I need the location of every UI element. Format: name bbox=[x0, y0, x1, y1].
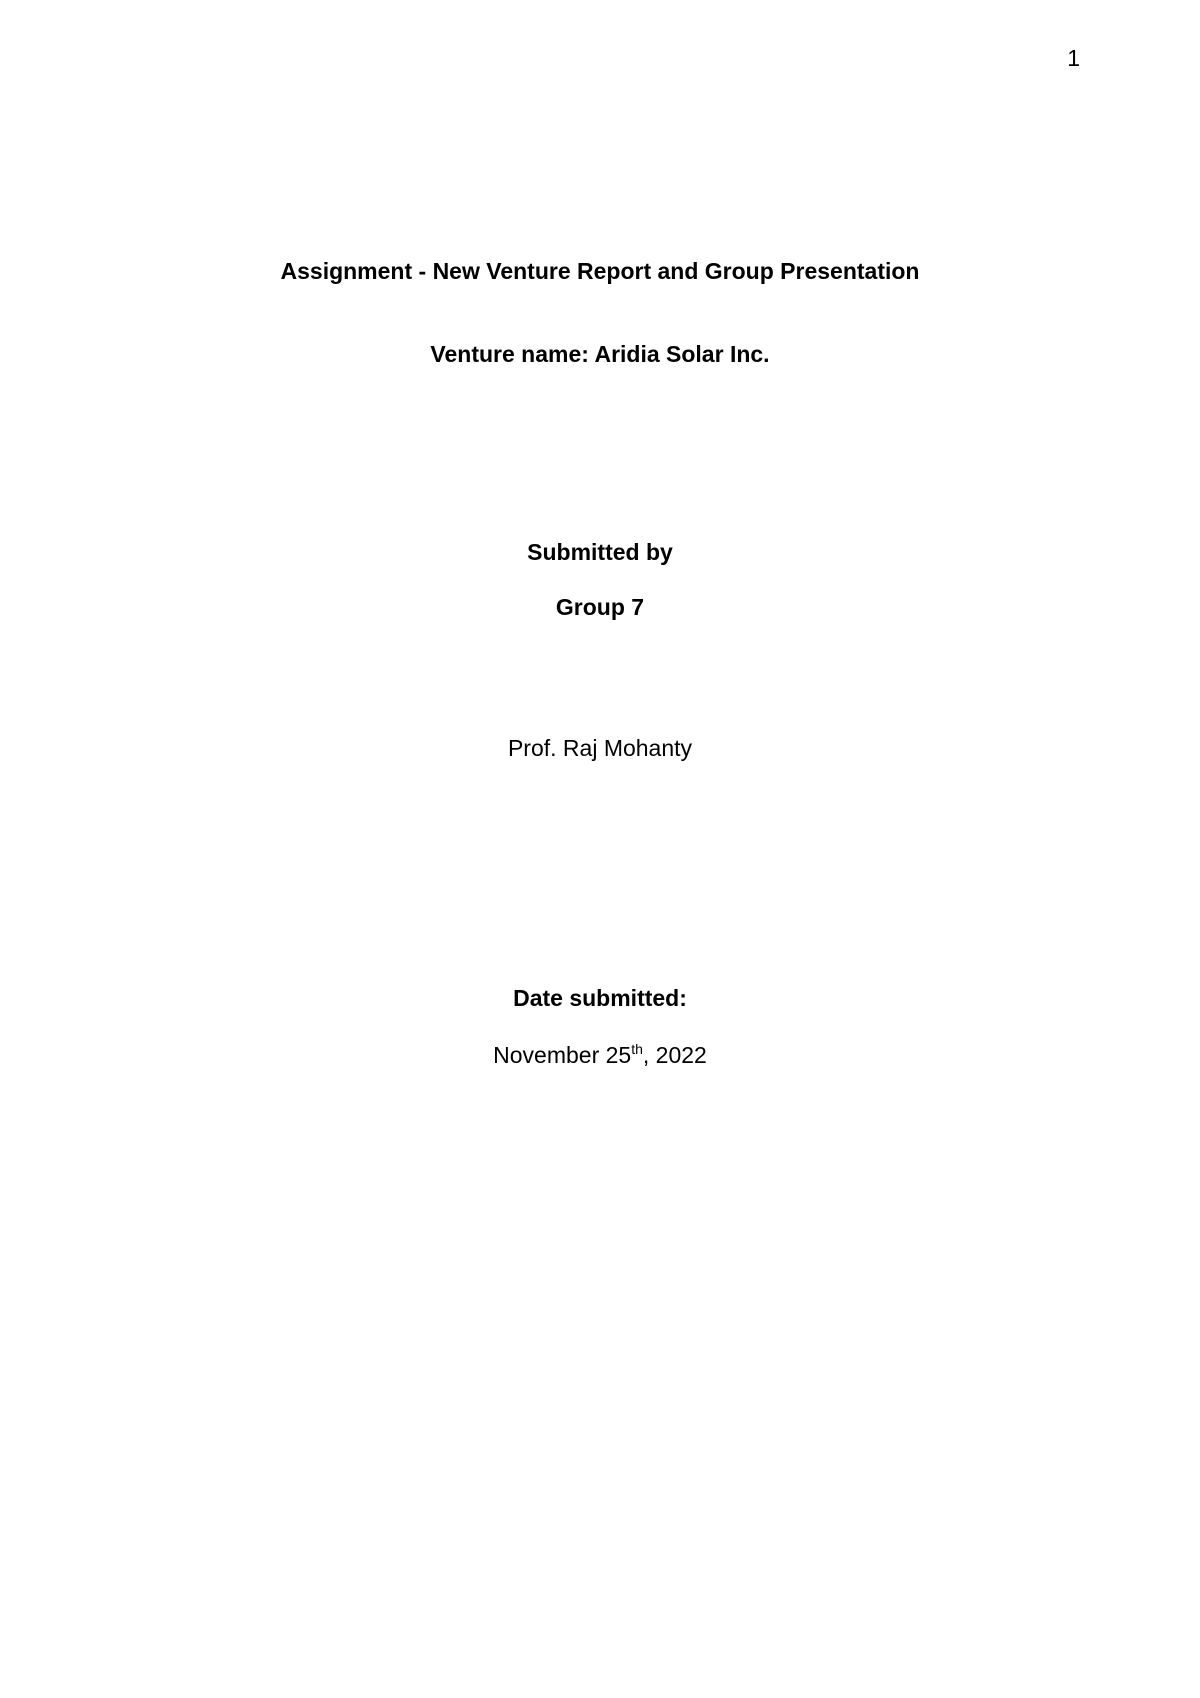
report-title: Assignment - New Venture Report and Group Presentation bbox=[280, 258, 920, 284]
submitted-by-label: Submitted by bbox=[527, 539, 673, 565]
professor-name: Prof. Raj Mohanty bbox=[507, 735, 693, 761]
date-year: , 2022 bbox=[642, 1042, 707, 1068]
date-submitted-label: Date submitted: bbox=[513, 985, 687, 1011]
date-month-day: November 25 bbox=[493, 1042, 632, 1068]
date-ordinal-suffix: th bbox=[631, 1041, 643, 1057]
page-number: 1 bbox=[1067, 45, 1080, 71]
submission-date bbox=[0, 1040, 1200, 1070]
venture-name: Venture name: Aridia Solar Inc. bbox=[430, 341, 770, 367]
group-name: Group 7 bbox=[555, 594, 645, 620]
